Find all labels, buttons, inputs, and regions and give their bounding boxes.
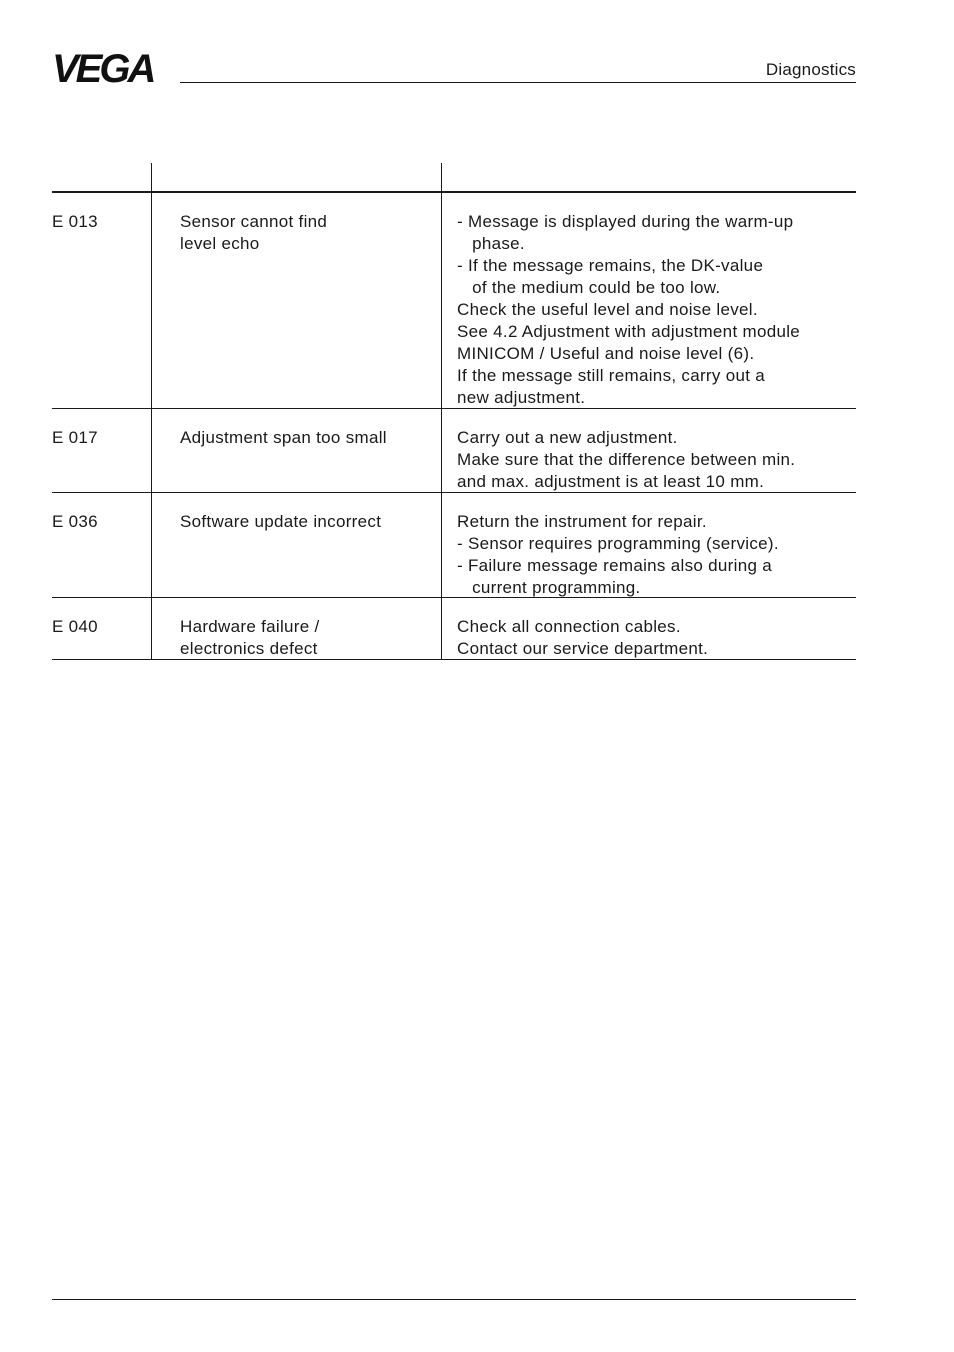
error-code: E 017 [52, 428, 98, 447]
table-row [52, 193, 856, 409]
remedy-line: Contact our service department. [457, 639, 709, 658]
table-row [52, 598, 856, 660]
logo-text: VEGA [52, 50, 154, 86]
remedy-line: - Failure message remains also during a [457, 556, 773, 575]
remedy-line: If the message still remains, carry out a [457, 366, 766, 385]
error-remedy [457, 616, 852, 660]
header-rule [180, 82, 856, 83]
footer-rule [52, 1299, 856, 1300]
table-header [52, 163, 856, 193]
remedy-line: See 4.2 Adjustment with adjustment module [457, 322, 801, 341]
remedy-line: Check the useful level and noise level. [457, 300, 758, 319]
error-remedy [457, 211, 852, 409]
vega-logo [52, 50, 172, 86]
error-code: E 036 [52, 512, 98, 531]
remedy-line: and max. adjustment is at least 10 mm. [457, 472, 765, 491]
remedy-line: Carry out a new adjustment. [457, 428, 678, 447]
table-row [52, 409, 856, 493]
error-message: Hardware failure / electronics defect [180, 617, 320, 658]
error-remedy [457, 511, 852, 599]
error-message: Sensor cannot find level echo [180, 212, 328, 253]
error-code: E 013 [52, 212, 98, 231]
table-row [52, 493, 856, 598]
section-title: Diagnostics [765, 60, 856, 79]
remedy-line: Return the instrument for repair. [457, 512, 707, 531]
remedy-line: MINICOM / Useful and noise level (6). [457, 344, 755, 363]
error-message: Adjustment span too small [180, 428, 387, 447]
remedy-line: - If the message remains, the DK-value [457, 256, 764, 275]
error-message: Software update incorrect [180, 512, 382, 531]
error-table [52, 163, 856, 660]
error-code: E 040 [52, 617, 98, 636]
error-remedy [457, 427, 852, 493]
remedy-line: - Sensor requires programming (service). [457, 534, 779, 553]
remedy-line: new adjustment. [457, 388, 586, 407]
remedy-line: current programming. [457, 578, 641, 597]
remedy-line: Check all connection cables. [457, 617, 681, 636]
remedy-line: of the medium could be too low. [457, 278, 721, 297]
remedy-line: Make sure that the difference between min. [457, 450, 796, 469]
remedy-line: phase. [457, 234, 525, 253]
remedy-line: - Message is displayed during the warm-up [457, 212, 794, 231]
